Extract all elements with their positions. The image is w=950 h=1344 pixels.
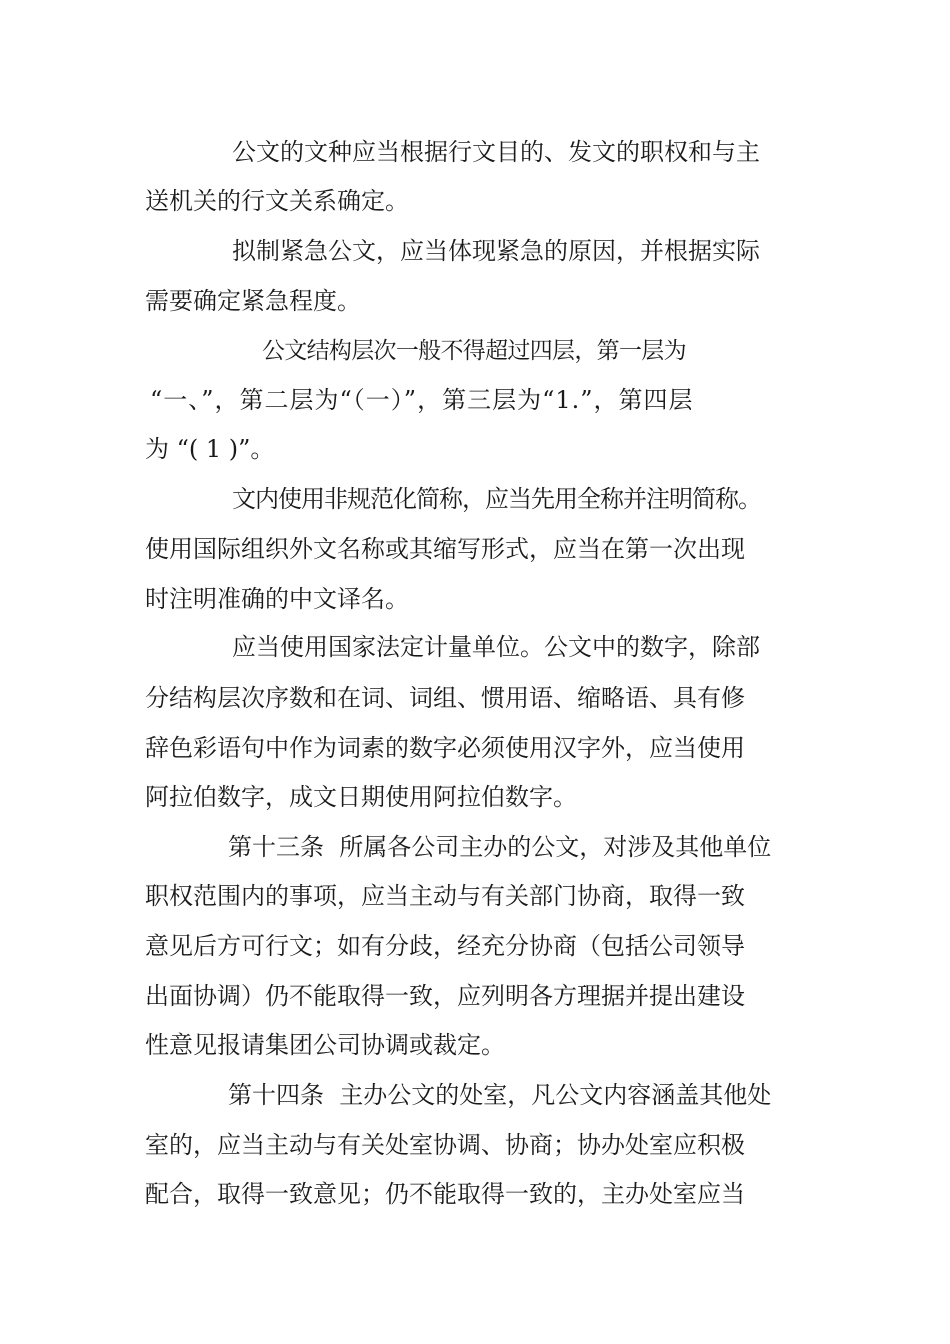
text-line: 需要确定紧急程度。 (145, 287, 361, 315)
text-line: 意见后方可行文；如有分歧，经充分协商（包括公司领导 (145, 932, 745, 960)
text-line: 分结构层次序数和在词、词组、惯用语、缩略语、具有修 (145, 684, 745, 712)
text-line: 配合，取得一致意见；仍不能取得一致的，主办处室应当 (145, 1180, 745, 1208)
text-line: 性意见报请集团公司协调或裁定。 (145, 1031, 505, 1059)
text-line: 公 文 结 构 层 次 一 般 不 得 超 过 四 层 ， 第 一 层 为 (262, 338, 683, 364)
text-line: 辞色彩语句中作为词素的数字必须使用汉字外，应当使用 (145, 734, 745, 762)
text-line: 文内使用非规范化简称，应当先用全称并注明简称。 (232, 485, 761, 513)
text-line: 公文的文种应当根据行文目的、发文的职权和与主 (232, 138, 760, 166)
text-line: 室的，应当主动与有关处室协调、协商；协办处室应积极 (145, 1131, 745, 1159)
text-line: 应当使用国家法定计量单位。公文中的数字，除部 (232, 633, 760, 661)
text-line: 拟制紧急公文，应当体现紧急的原因，并根据实际 (232, 237, 760, 265)
text-line: “一、”，第二层为“（一）”，第三层为“1.”，第四层 (150, 386, 694, 414)
text-line: 送机关的行文关系确定。 (145, 187, 409, 215)
text-line: 阿拉伯数字，成文日期使用阿拉伯数字。 (145, 783, 577, 811)
text-line: 使用国际组织外文名称或其缩写形式，应当在第一次出现 (145, 535, 745, 563)
text-line: 第十四条 主办公文的处室，凡公文内容涵盖其他处 (228, 1081, 772, 1109)
text-line: 第十三条 所属各公司主办的公文，对涉及其他单位 (228, 833, 772, 861)
text-line: 职权范围内的事项，应当主动与有关部门协商，取得一致 (145, 882, 745, 910)
text-line: 时注明准确的中文译名。 (145, 585, 409, 613)
text-line: 为 “( 1 )”。 (145, 435, 275, 463)
text-line: 出面协调）仍不能取得一致，应列明各方理据并提出建设 (145, 982, 745, 1010)
